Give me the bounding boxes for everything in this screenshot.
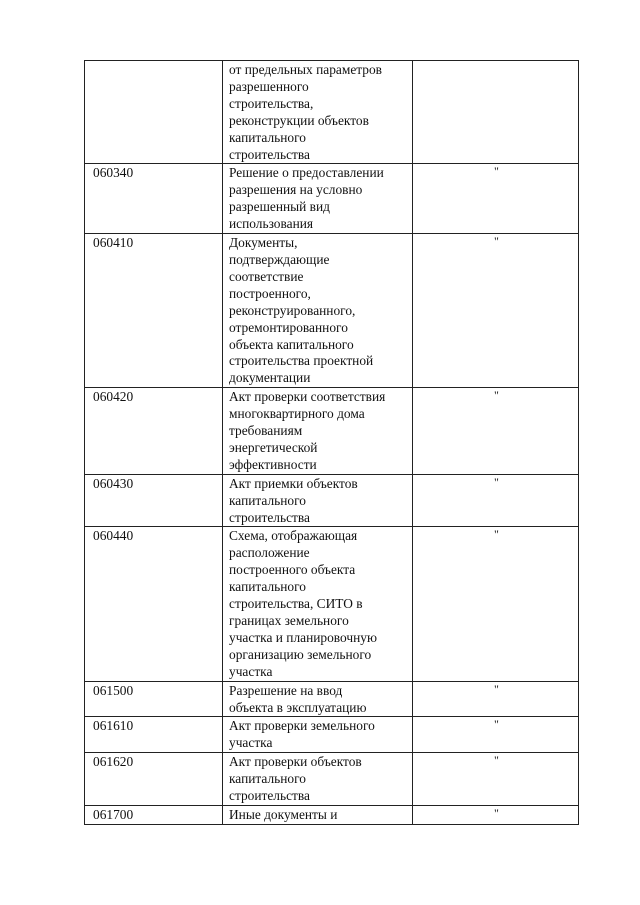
document-name: Акт проверки земельного участка — [229, 718, 375, 751]
document-note — [413, 717, 579, 753]
ditto-mark: " — [494, 753, 499, 768]
document-name-cell — [223, 805, 413, 824]
ditto-mark: " — [494, 164, 499, 179]
document-code: 061700 — [85, 805, 223, 824]
ditto-mark: " — [494, 681, 499, 696]
ditto-mark: " — [494, 527, 499, 542]
document-note — [413, 61, 579, 164]
document-name: от предельных параметров разрешенного строительства, реконструкции объектов капитального строительства — [229, 62, 382, 162]
document-code: 061620 — [85, 753, 223, 806]
document-code: 060410 — [85, 234, 223, 388]
document-note — [413, 805, 579, 824]
document-code: 060340 — [85, 164, 223, 234]
document-name: Акт проверки соответствия многоквартирного дома требованиям энергетической эффективности — [229, 389, 386, 472]
document-name-cell — [223, 164, 413, 234]
document-name: Решение о предоставлении разрешения на условно разрешенный вид использования — [229, 165, 384, 232]
document-code: 060440 — [85, 527, 223, 681]
document-name-cell — [223, 234, 413, 388]
table-row — [85, 234, 579, 388]
document-note — [413, 527, 579, 681]
table-row — [85, 681, 579, 717]
document-code: 060420 — [85, 388, 223, 475]
document-name: Документы, подтверждающие соответствие построенного, реконструированного, отремонтированного объекта капитального строительства проектной документации — [229, 235, 374, 386]
document-note — [413, 234, 579, 388]
document-name-cell — [223, 474, 413, 527]
document-name-cell — [223, 527, 413, 681]
document-note — [413, 164, 579, 234]
ditto-mark: " — [494, 234, 499, 249]
document-name-cell — [223, 61, 413, 164]
document-code: 061610 — [85, 717, 223, 753]
document-name-cell — [223, 681, 413, 717]
table-row — [85, 164, 579, 234]
document-name-cell — [223, 717, 413, 753]
document-code — [85, 61, 223, 164]
document-code: 061500 — [85, 681, 223, 717]
document-note — [413, 474, 579, 527]
table-row — [85, 388, 579, 475]
document-note — [413, 753, 579, 806]
document-table — [84, 60, 579, 825]
table-row — [85, 805, 579, 824]
document-name: Акт приемки объектов капитального строительства — [229, 475, 358, 525]
document-note — [413, 681, 579, 717]
document-code: 060430 — [85, 474, 223, 527]
document-name: Схема, отображающая расположение построенного объекта капитального строительства, СИТО в границах земельного участка и планировочную организацию земельного участка — [229, 528, 377, 679]
table-row — [85, 61, 579, 164]
table-row — [85, 717, 579, 753]
document-note — [413, 388, 579, 475]
table-row — [85, 753, 579, 806]
ditto-mark: " — [494, 717, 499, 732]
document-name: Разрешение на ввод объекта в эксплуатацию — [229, 682, 367, 715]
ditto-mark: " — [494, 805, 499, 820]
document-name: Акт проверки объектов капитального строительства — [229, 754, 362, 804]
document-name-cell — [223, 388, 413, 475]
document-name-cell — [223, 753, 413, 806]
table-row — [85, 474, 579, 527]
ditto-mark: " — [494, 388, 499, 403]
ditto-mark: " — [494, 474, 499, 489]
document-name: Иные документы и — [229, 806, 338, 822]
table-row — [85, 527, 579, 681]
